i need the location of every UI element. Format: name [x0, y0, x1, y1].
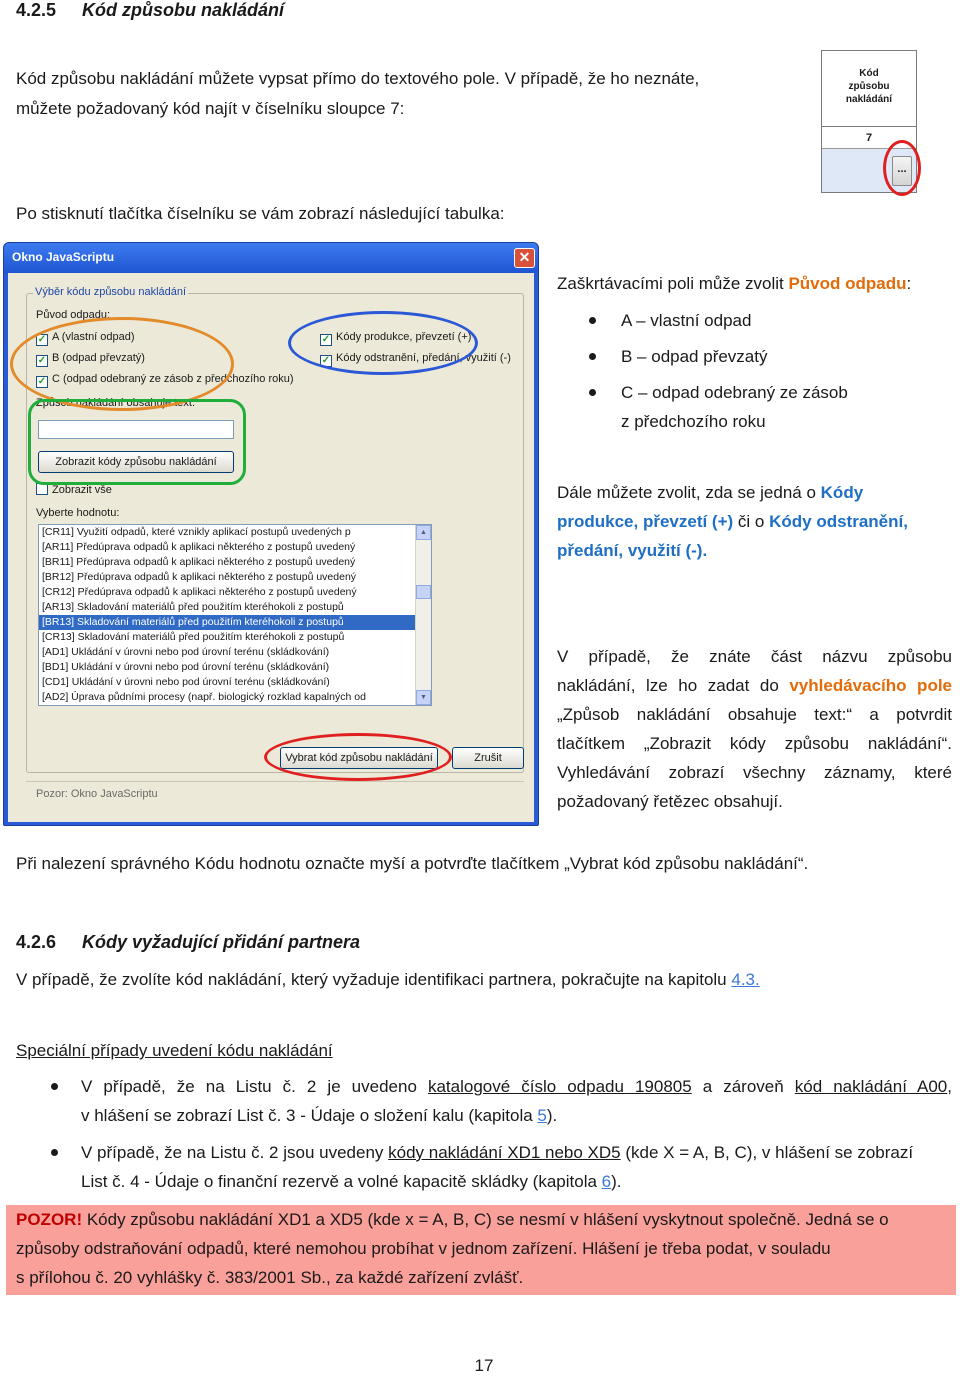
- list-item[interactable]: [BD1] Ukládání v úrovni nebo pod úrovní terénu (skládkování): [42, 661, 330, 673]
- select-code-button[interactable]: Vybrat kód způsobu nakládání: [280, 747, 438, 769]
- list-item[interactable]: [AD2] Úprava půdními procesy (např. biologický rozklad kapalných od: [42, 691, 366, 703]
- section-heading-425: [16, 0, 284, 21]
- list-item: B – odpad převzatý: [621, 342, 848, 378]
- section-number: 4.2.6: [16, 932, 57, 952]
- list-item: A – vlastní odpad: [621, 306, 848, 342]
- list-item[interactable]: [CD1] Ukládání v úrovni nebo pod úrovní terénu (skládkování): [42, 676, 330, 688]
- special-cases-heading: Speciální případy uvedení kódu nakládání: [16, 1041, 333, 1060]
- side-paragraph-search: V případě, že znáte část názvu způsobu nakládání, lze ho zadat do vyhledávacího pole „Způsob nakládání obsahuje text:“ a potvrdit tlačítkem „Zobrazit kódy způsobu nakládání“. Vyhledávání zobrazí všechny záznamy, které požadovaný řetězec obsahují.: [557, 647, 953, 811]
- code-option-disposal[interactable]: ✓ Kódy odstranění, předání, využití (-): [321, 352, 511, 366]
- section-number: 4.2.5: [16, 0, 57, 20]
- intro-line-2: můžete požadovaný kód najít v číselníku sloupce 7:: [16, 99, 405, 118]
- origin-bullet-list: [621, 306, 848, 436]
- special-cases-list: [81, 1072, 952, 1196]
- checkbox-checked[interactable]: ✓: [37, 376, 47, 387]
- list-item[interactable]: [AR13] Skladování materiálů před použitím kteréhokoli z postupů: [42, 601, 344, 613]
- list-item[interactable]: [BR11] Předúprava odpadů k aplikaci některého z postupů uvedený: [42, 556, 356, 568]
- highlight-ring-green: [28, 399, 246, 485]
- confirm-paragraph: Při nalezení správného Kódu hodnotu označte myší a potvrďte tlačítkem „Vybrat kód způsobu nakládání“.: [16, 854, 809, 873]
- close-icon[interactable]: ✕: [514, 248, 535, 268]
- section-title: Kód způsobu nakládání: [82, 0, 285, 20]
- chapter-link-6[interactable]: 6: [601, 1172, 612, 1191]
- dialog-body: [8, 273, 534, 822]
- bullet-icon: [51, 1083, 58, 1090]
- origin-option-a[interactable]: ✓ A (vlastní odpad): [37, 331, 135, 345]
- chapter-link-43[interactable]: 4.3.: [731, 970, 760, 989]
- codes-list: [39, 525, 431, 705]
- dialog-titlebar: [4, 243, 538, 273]
- group-title: Výběr kódu způsobu nakládání: [35, 286, 187, 298]
- side-paragraph-codes: Dále můžete zvolit, zda se jedná o Kódy produkce, převzetí (+) či o Kódy odstranění, předání, využití (-).: [557, 483, 908, 560]
- section-title: Kódy vyžadující přidání partnera: [82, 932, 361, 952]
- list-item: V případě, že na Listu č. 2 jsou uvedeny kódy nakládání XD1 nebo XD5 (kde X = A, B, C), v hlášení se zobrazí List č. 4 - Údaje o finanční rezervě a volné kapacitě skládky (kapitola 6).: [81, 1138, 952, 1196]
- origin-option-c[interactable]: ✓ C (odpad odebraný ze zásob z předchozího roku): [37, 373, 294, 387]
- codebook-button[interactable]: ...: [892, 156, 912, 186]
- intro-line-1: Kód způsobu nakládání můžete vypsat přímo do textového pole. V případě, že ho neznáte,: [16, 69, 700, 88]
- list-item[interactable]: [AR11] Předúprava odpadů k aplikaci některého z postupů uvedený: [42, 541, 356, 553]
- list-item[interactable]: [BR12] Předúprava odpadů k aplikaci některého z postupů uvedený: [42, 571, 357, 583]
- list-scrollbar[interactable]: [415, 525, 431, 705]
- list-item[interactable]: [AD1] Ukládání v úrovni nebo pod úrovní terénu (skládkování): [42, 646, 330, 658]
- checkbox-checked[interactable]: ✓: [37, 355, 47, 366]
- list-item[interactable]: [CR13] Skladování materiálů před použitím kteréhokoli z postupů: [42, 631, 345, 643]
- select-value-label: Vyberte hodnotu:: [36, 507, 120, 519]
- contains-label: Způsob nakládání obsahuje text:: [36, 397, 196, 409]
- highlight-ring-red: [264, 733, 452, 781]
- highlight-ring-orange: [10, 317, 234, 411]
- highlight-circle-red: [883, 140, 921, 196]
- warning-label: POZOR!: [16, 1210, 83, 1229]
- dialog-title: Okno JavaScriptu: [12, 250, 115, 264]
- show-all-option[interactable]: Zobrazit vše: [36, 483, 112, 496]
- list-item[interactable]: [CR11] Využití odpadů, které vznikly aplikací postupů uvedených p: [42, 526, 351, 538]
- show-codes-button[interactable]: Zobrazit kódy způsobu nakládání: [38, 451, 234, 473]
- bullet-icon: [589, 353, 596, 360]
- scroll-up-icon[interactable]: ▲: [416, 525, 431, 540]
- origin-highlight: Původ odpadu: [788, 274, 907, 293]
- list-item: V případě, že na Listu č. 2 je uvedeno katalogové číslo odpadu 190805 a zároveň kód nakládání A00, v hlášení se zobrazí List č. 3 - Údaje o složení kalu (kapitola 5).: [81, 1072, 952, 1138]
- checkbox-checked[interactable]: ✓: [321, 355, 331, 366]
- status-divider: [26, 781, 524, 782]
- codes-listbox[interactable]: [38, 524, 432, 706]
- highlight-ring-blue: [288, 311, 478, 375]
- warning-box: POZOR! Kódy způsobu nakládání XD1 a XD5 (kde x = A, B, C) se nesmí v hlášení vyskytnout společně. Jedná se o způsoby odstraňování odpadů, které nemohou probíhat v jednom zařízení. Hlášení je třeba podat, v souladu s přílohou č. 20 vyhlášky č. 383/2001 Sb., za každé zařízení zvlášť.: [6, 1205, 956, 1295]
- list-item[interactable]: [BR13] Skladování materiálů před použitím kteréhokoli z postupů: [39, 615, 431, 630]
- cancel-button[interactable]: Zrušit: [452, 747, 524, 769]
- scroll-down-icon[interactable]: ▼: [416, 690, 431, 705]
- page-number: 17: [474, 1356, 494, 1375]
- origin-option-b[interactable]: ✓ B (odpad převzatý): [37, 352, 145, 366]
- checkbox-checked[interactable]: ✓: [37, 334, 47, 345]
- javascript-dialog: [3, 242, 539, 826]
- code-option-production[interactable]: ✓ Kódy produkce, převzetí (+): [321, 331, 472, 345]
- bullet-icon: [589, 317, 596, 324]
- origin-label: Původ odpadu:: [36, 309, 111, 321]
- section-heading-426: [16, 932, 360, 953]
- bullet-icon: [51, 1149, 58, 1156]
- intro-line-3: Po stisknutí tlačítka číselníku se vám zobrazí následující tabulka:: [16, 204, 505, 223]
- chapter-link-5[interactable]: 5: [537, 1106, 547, 1125]
- checkbox-checked[interactable]: ✓: [321, 334, 331, 345]
- column-caption: Kód způsobu nakládání: [822, 51, 916, 127]
- list-item[interactable]: [CR12] Předúprava odpadů k aplikaci některého z postupů uvedený: [42, 586, 357, 598]
- scroll-thumb[interactable]: [416, 585, 431, 599]
- side-paragraph-origin: Zaškrtávacími poli může zvolit Původ odpadu:: [557, 274, 912, 293]
- status-text: Pozor: Okno JavaScriptu: [36, 788, 158, 800]
- partner-paragraph: V případě, že zvolíte kód nakládání, který vyžaduje identifikaci partnera, pokračujte na kapitolu 4.3.: [16, 970, 760, 989]
- bullet-icon: [589, 389, 596, 396]
- column-number: 7: [822, 127, 916, 149]
- list-item: C – odpad odebraný ze zásob z předchozího roku: [621, 378, 848, 436]
